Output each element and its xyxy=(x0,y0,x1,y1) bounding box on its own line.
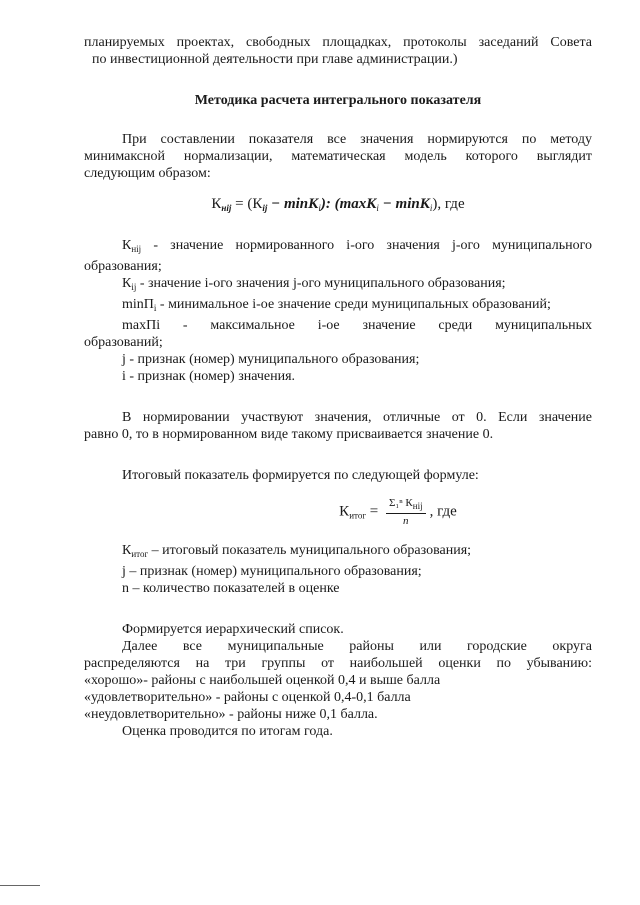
zero-rule-line-1: В нормировании участвуют значения, отличные от 0. Если значение xyxy=(122,410,592,425)
normalization-line-2: минимаксной нормализации, математическая модель которого выглядит xyxy=(84,149,592,164)
definition-minp: minП$_i$ - минимальное i-ое значение среди муниципальных образований; xyxy=(122,297,551,313)
definition-maxp-cont: образований; xyxy=(84,335,163,350)
definitions-list-1 xyxy=(84,237,592,385)
scan-edge-mark xyxy=(0,885,40,886)
normalization-line-3: следующим образом: xyxy=(84,166,211,181)
definition-n: n – количество показателей в оценке xyxy=(122,581,340,596)
intro-line-2: по инвестиционной деятельности при главе администрации.) xyxy=(92,52,458,67)
intro-line-1: планируемых проектах, свободных площадках, протоколы заседаний Совета xyxy=(84,35,592,50)
definition-maxp: maxПi - максимальное i-ое значение среди муниципальных xyxy=(122,318,592,333)
zero-rule-paragraph xyxy=(84,409,592,443)
total-intro: Итоговый показатель формируется по следующей формуле: xyxy=(122,468,479,483)
definition-knij: $К_{нij}$ - значение нормированного i-ого значения j-ого муниципального xyxy=(122,238,592,254)
section-title: Методика расчета интегрального показателя xyxy=(194,93,482,108)
normalization-paragraph xyxy=(84,131,592,182)
ranking-line-1: Формируется иерархический список. xyxy=(122,622,344,637)
total-formula: $К_{итог}$ = $\frac{\Sigma_1^n К_{нij}}{n}$ , где xyxy=(339,497,457,527)
definition-knij-cont: образования; xyxy=(84,259,162,274)
definition-kitog: $К_{итог}$ – итоговый показатель муниципального образования; xyxy=(122,543,472,559)
ranking-line-7: Оценка проводится по итогам года. xyxy=(122,724,333,739)
intro-paragraph xyxy=(84,34,592,68)
ranking-unsatisfactory: «неудовлетворительно» - районы ниже 0,1 балла. xyxy=(84,707,378,722)
definition-i: i - признак (номер) значения. xyxy=(122,369,296,384)
normalization-formula: $К_{нij} = (К_{ij} - \min К_i)$: (maxК$_i$ − minК$_i$), где xyxy=(211,196,465,213)
total-formula-fraction: $\frac{\Sigma_1^n К_{нij}}{n}$ xyxy=(386,496,426,528)
ranking-paragraph xyxy=(84,621,592,740)
definitions-list-2 xyxy=(84,542,592,597)
definition-j: j - признак (номер) муниципального образования; xyxy=(122,352,420,367)
ranking-good: «хорошо»- районы с наибольшей оценкой 0,4 и выше балла xyxy=(84,673,441,688)
zero-rule-line-2: равно 0, то в нормированном виде такому присваивается значение 0. xyxy=(84,427,494,442)
document-page xyxy=(84,34,592,740)
ranking-line-3: распределяются на три группы от наибольшей оценки по убыванию: xyxy=(84,656,592,671)
ranking-line-2: Далее все муниципальные районы или городские округа xyxy=(122,639,592,654)
definition-kij: $К_{ij}$ - значение i-ого значения j-ого муниципального образования; xyxy=(122,276,506,292)
ranking-satisfactory: «удовлетворительно» - районы с оценкой 0,4-0,1 балла xyxy=(84,690,411,705)
normalization-line-1: При составлении показателя все значения нормируются по методу xyxy=(122,132,592,147)
definition-j-2: j – признак (номер) муниципального образования; xyxy=(122,564,422,579)
